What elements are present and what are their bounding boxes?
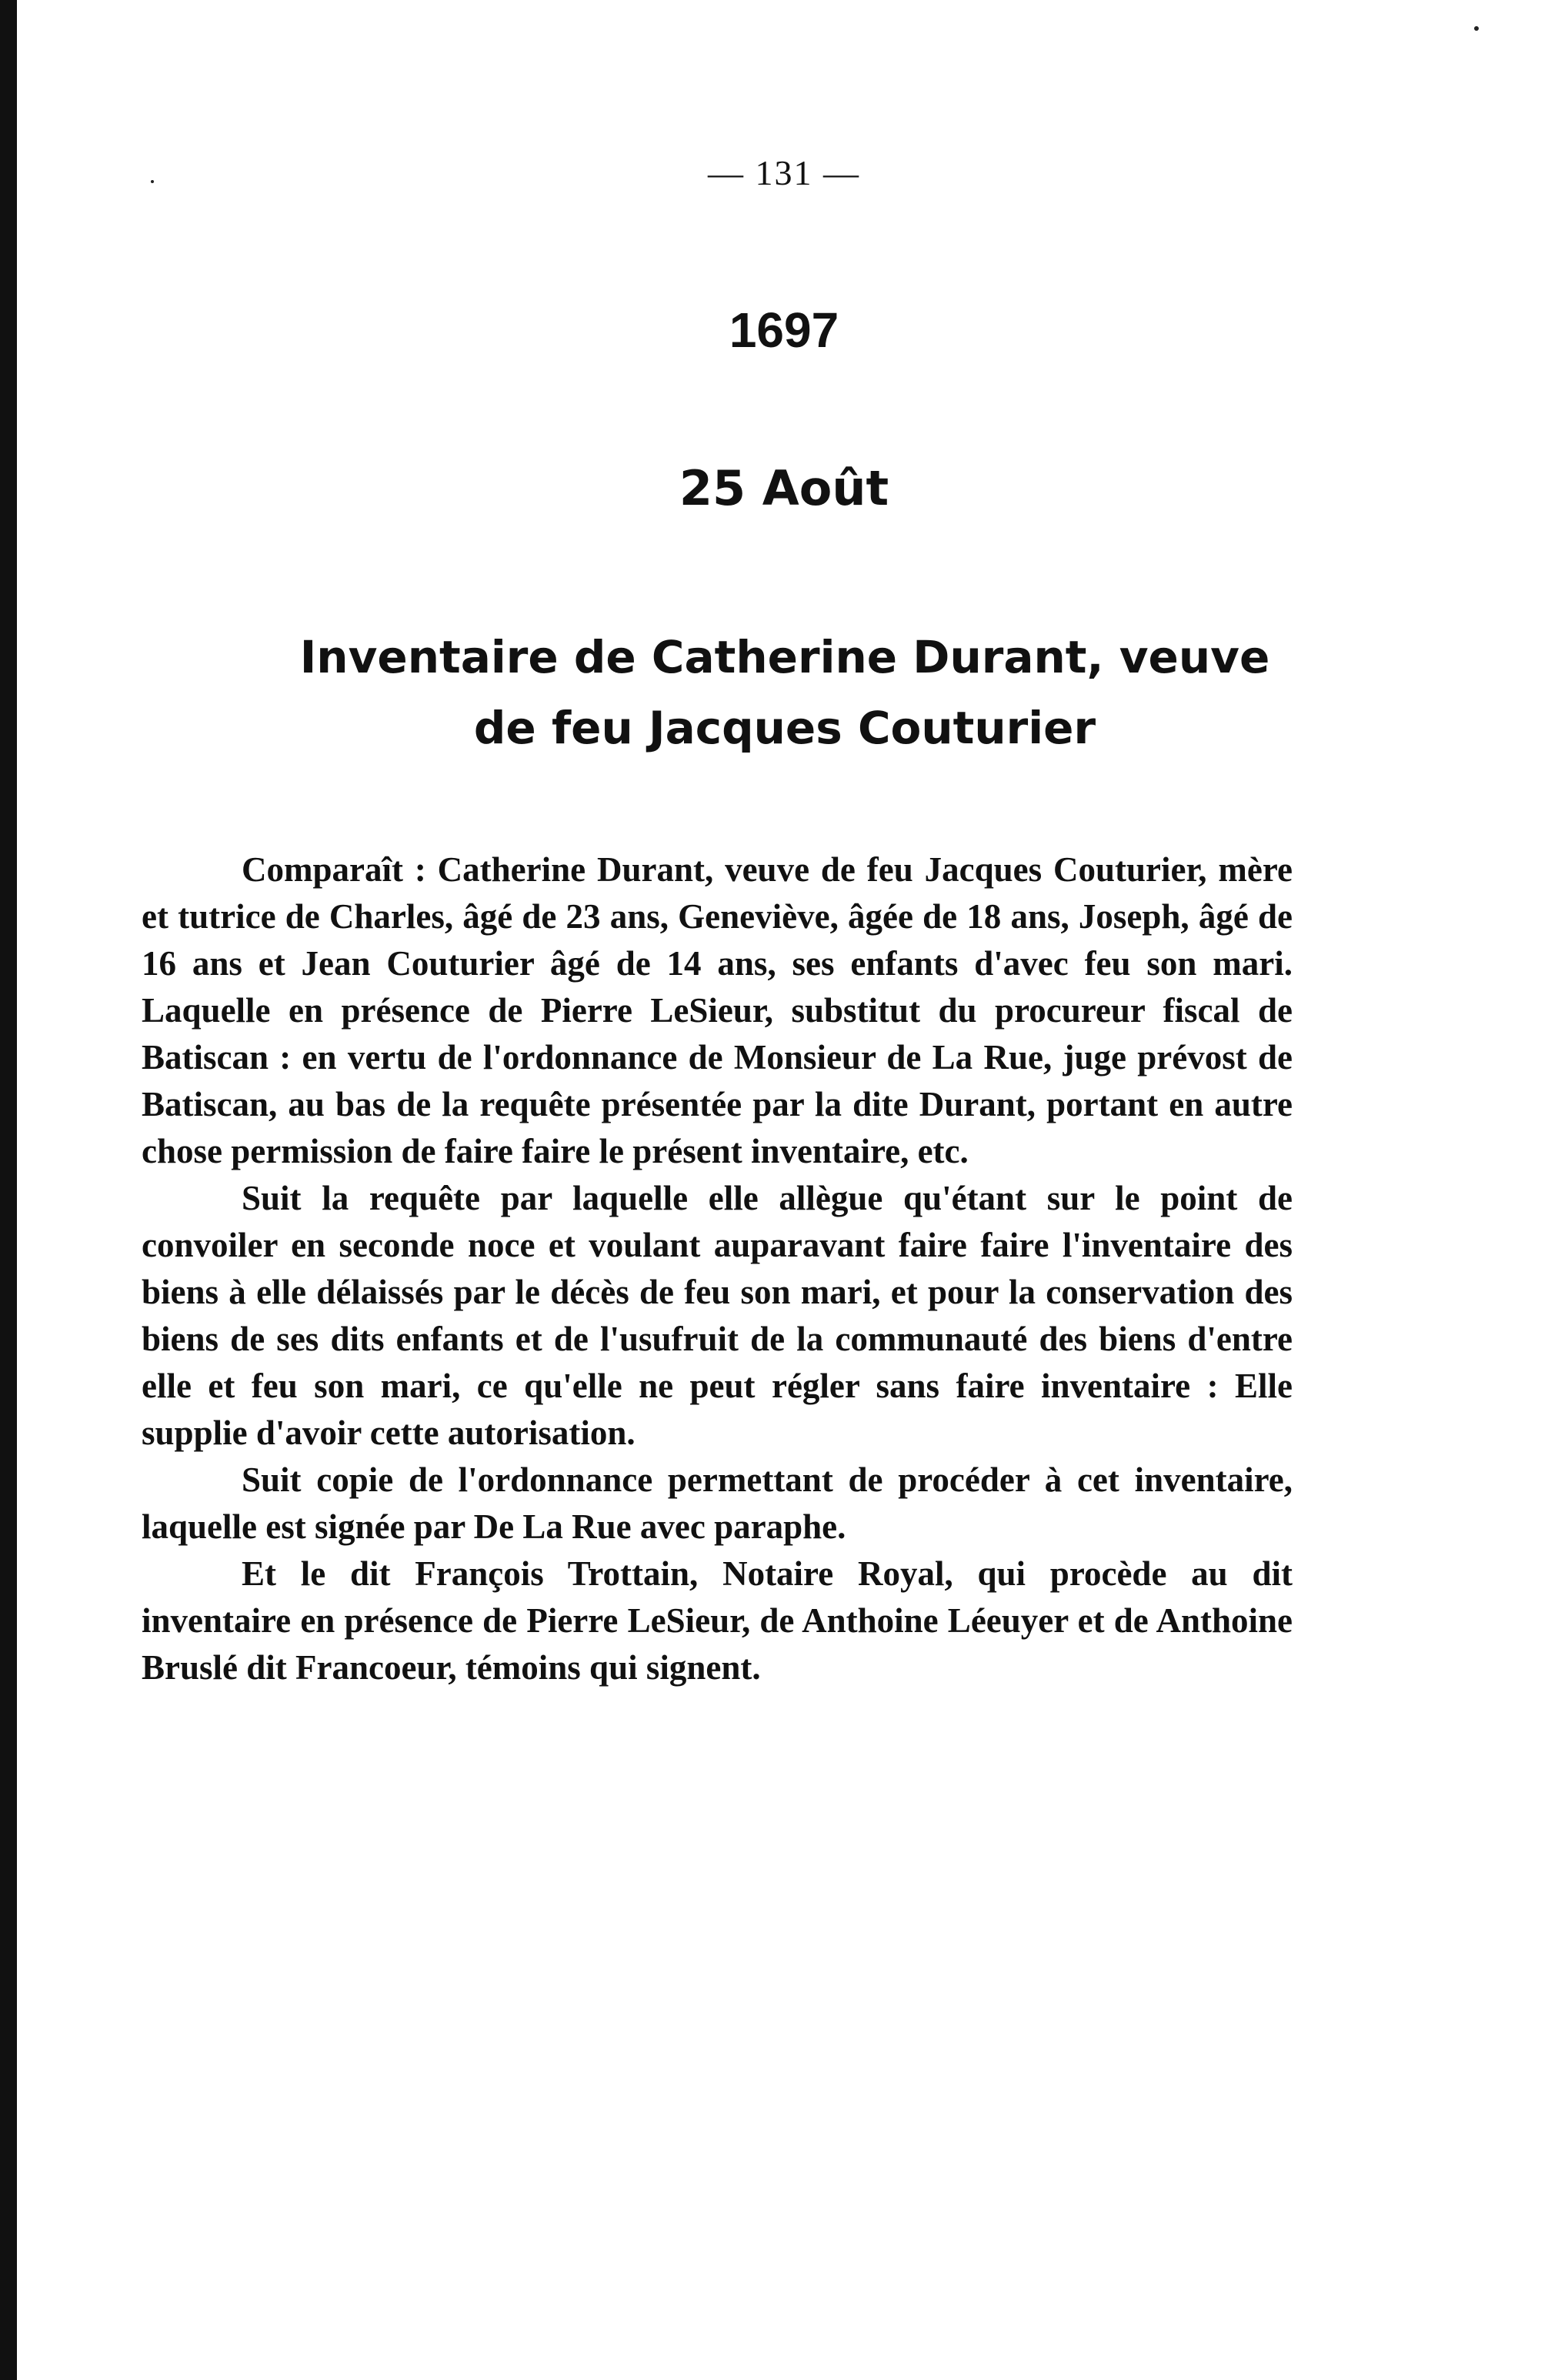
title-line: de feu Jacques Couturier (473, 702, 1096, 754)
date-heading: 25 Août (679, 460, 889, 516)
document-title (123, 622, 1446, 763)
paragraph: Suit copie de l'ordonnance permettant de procéder à cet inventaire, laquelle est signée par De La Rue avec paraphe. (142, 1460, 1293, 1546)
document-body (142, 846, 1293, 1691)
year-heading: 1697 (729, 302, 839, 358)
paragraph: Comparaît : Catherine Durant, veuve de feu Jacques Couturier, mère et tutrice de Charles, âgé de 23 ans, Geneviève, âgée de 18 ans, Joseph, âgé de 16 ans et Jean Couturier âgé de 14 ans, ses enfants d'avec feu son mari. Laquelle en présence de Pierre LeSieur, substitut du procureur fiscal de Batiscan : en vertu de l'ordonnance de Monsieur de La Rue, juge prévost de Batiscan, au bas de la requête présentée par la dite Durant, portant en autre chose permission de faire faire le présent inventaire, etc. (142, 850, 1293, 1170)
paragraph: Et le dit François Trottain, Notaire Royal, qui procède au dit inventaire en présence de Pierre LeSieur, de Anthoine Léeuyer et de Anthoine Bruslé dit Francoeur, témoins qui signent. (142, 1554, 1293, 1687)
paragraph: Suit la requête par laquelle elle allègue qu'étant sur le point de convoiler en seconde noce et voulant auparavant faire faire l'inventaire des biens à elle délaissés par le décès de feu son mari, et pour la conservation des biens de ses dits enfants et de l'usufruit de la communauté des biens d'entre elle et feu son mari, ce qu'elle ne peut régler sans faire inventaire : Elle supplie d'avoir cette autorisation. (142, 1179, 1293, 1452)
scan-speck (1474, 26, 1479, 31)
title-line: Inventaire de Catherine Durant, veuve (299, 631, 1270, 683)
page-number: — 131 — (708, 153, 860, 192)
